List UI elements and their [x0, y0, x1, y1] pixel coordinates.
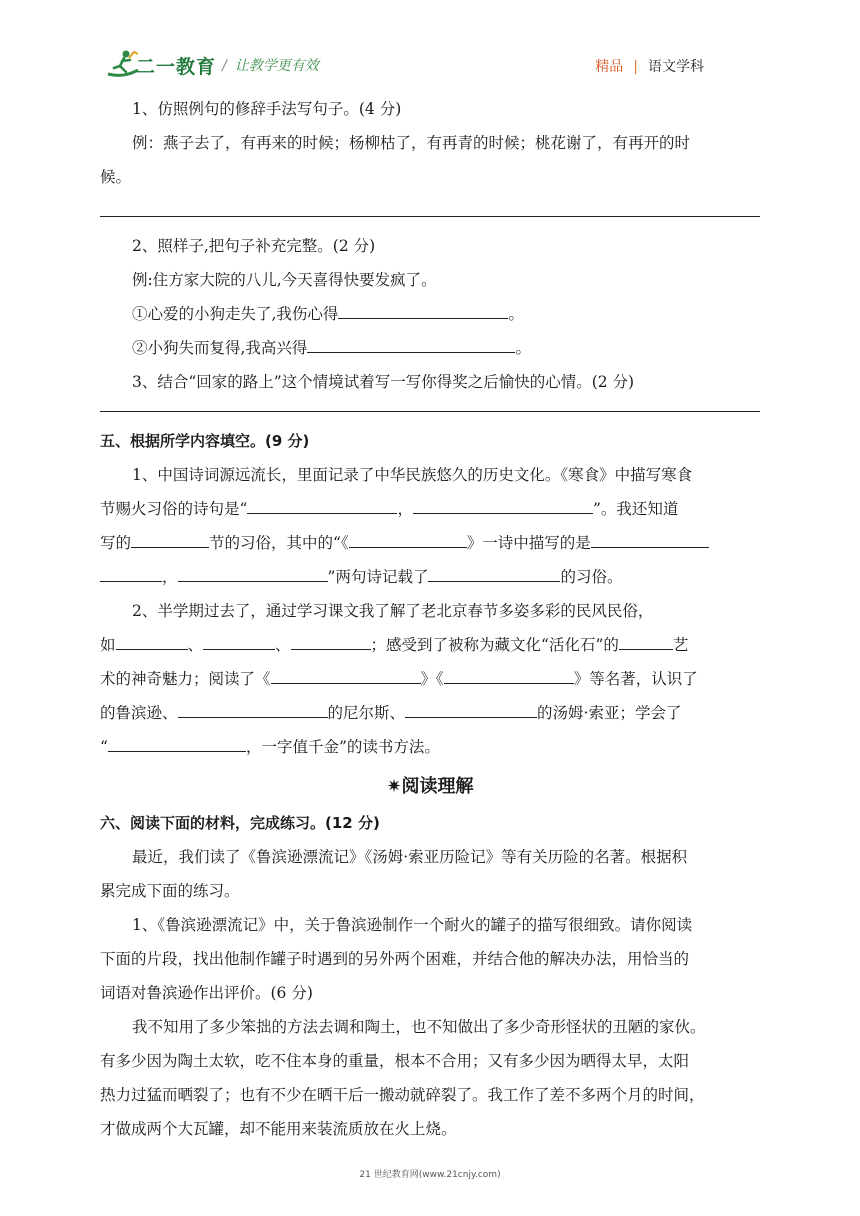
answer-blank[interactable]	[108, 733, 246, 752]
q4-2-a	[100, 297, 760, 331]
text-run: ”两句诗记载了	[327, 568, 429, 586]
answer-blank[interactable]	[271, 665, 421, 684]
text-run: “	[100, 738, 108, 756]
text-run: ；感受到了被称为藏文化“活化石”的	[370, 636, 619, 654]
answer-blank[interactable]	[591, 529, 709, 548]
text-run: 》等名著，认识了	[573, 670, 698, 688]
text-run: 的习俗。	[560, 568, 623, 586]
text-run: 术的神奇魅力；阅读了《	[100, 670, 271, 688]
q4-2-b-text: ②小狗失而复得,我高兴得	[132, 339, 308, 357]
answer-blank[interactable]	[178, 699, 328, 718]
answer-blank[interactable]	[338, 300, 508, 319]
text-run: 如	[100, 636, 116, 654]
text-run: 》《	[420, 670, 444, 688]
q5-2-line1: 2、半学期过去了，通过学习课文我了解了老北京春节多姿多彩的民风民俗，	[132, 602, 654, 620]
q6-intro-cont: 累完成下面的练习。	[100, 882, 240, 900]
q5-2-line4	[100, 696, 760, 730]
q5-1-line3	[100, 526, 760, 560]
subject-tag: 语文学科	[648, 59, 704, 75]
q5-2-line5	[100, 730, 760, 764]
text-run: ”。我还知道	[592, 500, 679, 518]
text-run: 的鲁滨逊、	[100, 704, 178, 722]
page-footer: 21 世纪教育网(www.21cnjy.com)	[359, 1170, 501, 1180]
q6-intro: 最近，我们读了《鲁滨逊漂流记》《汤姆·索亚历险记》等有关历险的名著。根据积	[132, 848, 688, 866]
q4-2-a-end: 。	[508, 305, 524, 323]
answer-blank[interactable]	[405, 699, 537, 718]
answer-blank[interactable]	[444, 665, 574, 684]
answer-blank[interactable]	[307, 334, 515, 353]
q4-2-a-text: ①心爱的小狗走失了,我伤心得	[132, 305, 339, 323]
answer-blank[interactable]	[131, 529, 209, 548]
text-run: 节的习俗，其中的“《	[209, 534, 349, 552]
header-tags: 精品 | 语文学科	[595, 59, 704, 75]
answer-blank[interactable]	[100, 563, 162, 582]
q6-1-line3: 词语对鲁滨逊作出评价。(6 分)	[100, 984, 313, 1002]
quality-tag: 精品	[595, 59, 624, 75]
q4-2-b-end: 。	[515, 339, 531, 357]
text-run: 节赐火习俗的诗句是“	[100, 500, 248, 518]
text-run: 艺	[672, 636, 689, 654]
text-run: 、	[187, 636, 204, 654]
answer-blank[interactable]	[413, 495, 593, 514]
q4-2-example: 例:住方家大院的八儿,今天喜得快要发疯了。	[132, 271, 437, 289]
answer-blank[interactable]	[619, 631, 673, 650]
passage-line2: 有多少因为陶土太软，吃不住本身的重量，根本不合用；又有多少因为晒得太早，太阳	[100, 1052, 690, 1070]
slogan-text: 让教学更有效	[234, 58, 319, 74]
passage-line1: 我不知用了多少笨拙的方法去调和陶土，也不知做出了多少奇形怪状的丑陋的家伙。	[132, 1018, 706, 1036]
answer-blank[interactable]	[203, 631, 275, 650]
text-run: ，	[162, 568, 178, 586]
section-5-title: 五、根据所学内容填空。(9 分)	[100, 432, 310, 450]
q4-2-b	[100, 331, 760, 365]
text-run: 写的	[100, 534, 132, 552]
text-run: 、	[275, 636, 291, 654]
text-run: ，一字值千金”的读书方法。	[245, 738, 440, 756]
answer-blank[interactable]	[116, 631, 188, 650]
answer-blank[interactable]	[349, 529, 467, 548]
answer-blank[interactable]	[428, 563, 560, 582]
text-run: 》一诗中描写的是	[466, 534, 591, 552]
answer-blank[interactable]	[291, 631, 371, 650]
q4-3-title: 3、结合“回家的路上”这个情境试着写一写你得奖之后愉快的心情。(2 分)	[132, 373, 635, 391]
answer-line	[100, 216, 760, 217]
q4-1-title: 1、仿照例句的修辞手法写句子。(4 分)	[132, 100, 402, 118]
answer-line	[100, 411, 760, 412]
q6-1-line1: 1、《鲁滨逊漂流记》中，关于鲁滨逊制作一个耐火的罐子的描写很细致。请你阅读	[132, 916, 693, 934]
logo-text: 二一教育	[136, 56, 217, 78]
q5-2-line2	[100, 628, 760, 662]
answer-blank[interactable]	[247, 495, 397, 514]
text-run: ，	[397, 500, 413, 518]
q4-1-example: 例：燕子去了，有再来的时候；杨柳枯了，有再青的时候；桃花谢了，有再开的时	[132, 134, 691, 152]
q5-1-line4	[100, 560, 760, 594]
page-header	[0, 44, 860, 84]
text-run: 的汤姆·索亚；学会了	[537, 704, 682, 722]
answer-blank[interactable]	[178, 563, 328, 582]
q5-1-line2	[100, 492, 760, 526]
q4-1-example-cont: 候。	[100, 168, 132, 186]
section-6-title: 六、阅读下面的材料，完成练习。(12 分)	[100, 814, 380, 832]
q5-2-line3	[100, 662, 760, 696]
document-body	[100, 92, 760, 1146]
passage-line4: 才做成两个大瓦罐，却不能用来装流质放在火上烧。	[100, 1120, 457, 1138]
q4-2-title: 2、照样子,把句子补充完整。(2 分)	[132, 237, 376, 255]
text-run: 的尼尔斯、	[327, 704, 406, 722]
reading-section-title: ✷阅读理解	[386, 776, 474, 797]
passage-line3: 热力过猛而晒裂了；也有不少在晒干后一搬动就碎裂了。我工作了差不多两个月的时间，	[100, 1086, 705, 1104]
q6-1-line2: 下面的片段，找出他制作罐子时遇到的另外两个困难，并结合他的解决办法，用恰当的	[100, 950, 690, 968]
slogan: / 让教学更有效	[222, 58, 319, 74]
q5-1-line1: 1、中国诗词源远流长，里面记录了中华民族悠久的历史文化。《寒食》中描写寒食	[132, 466, 693, 484]
